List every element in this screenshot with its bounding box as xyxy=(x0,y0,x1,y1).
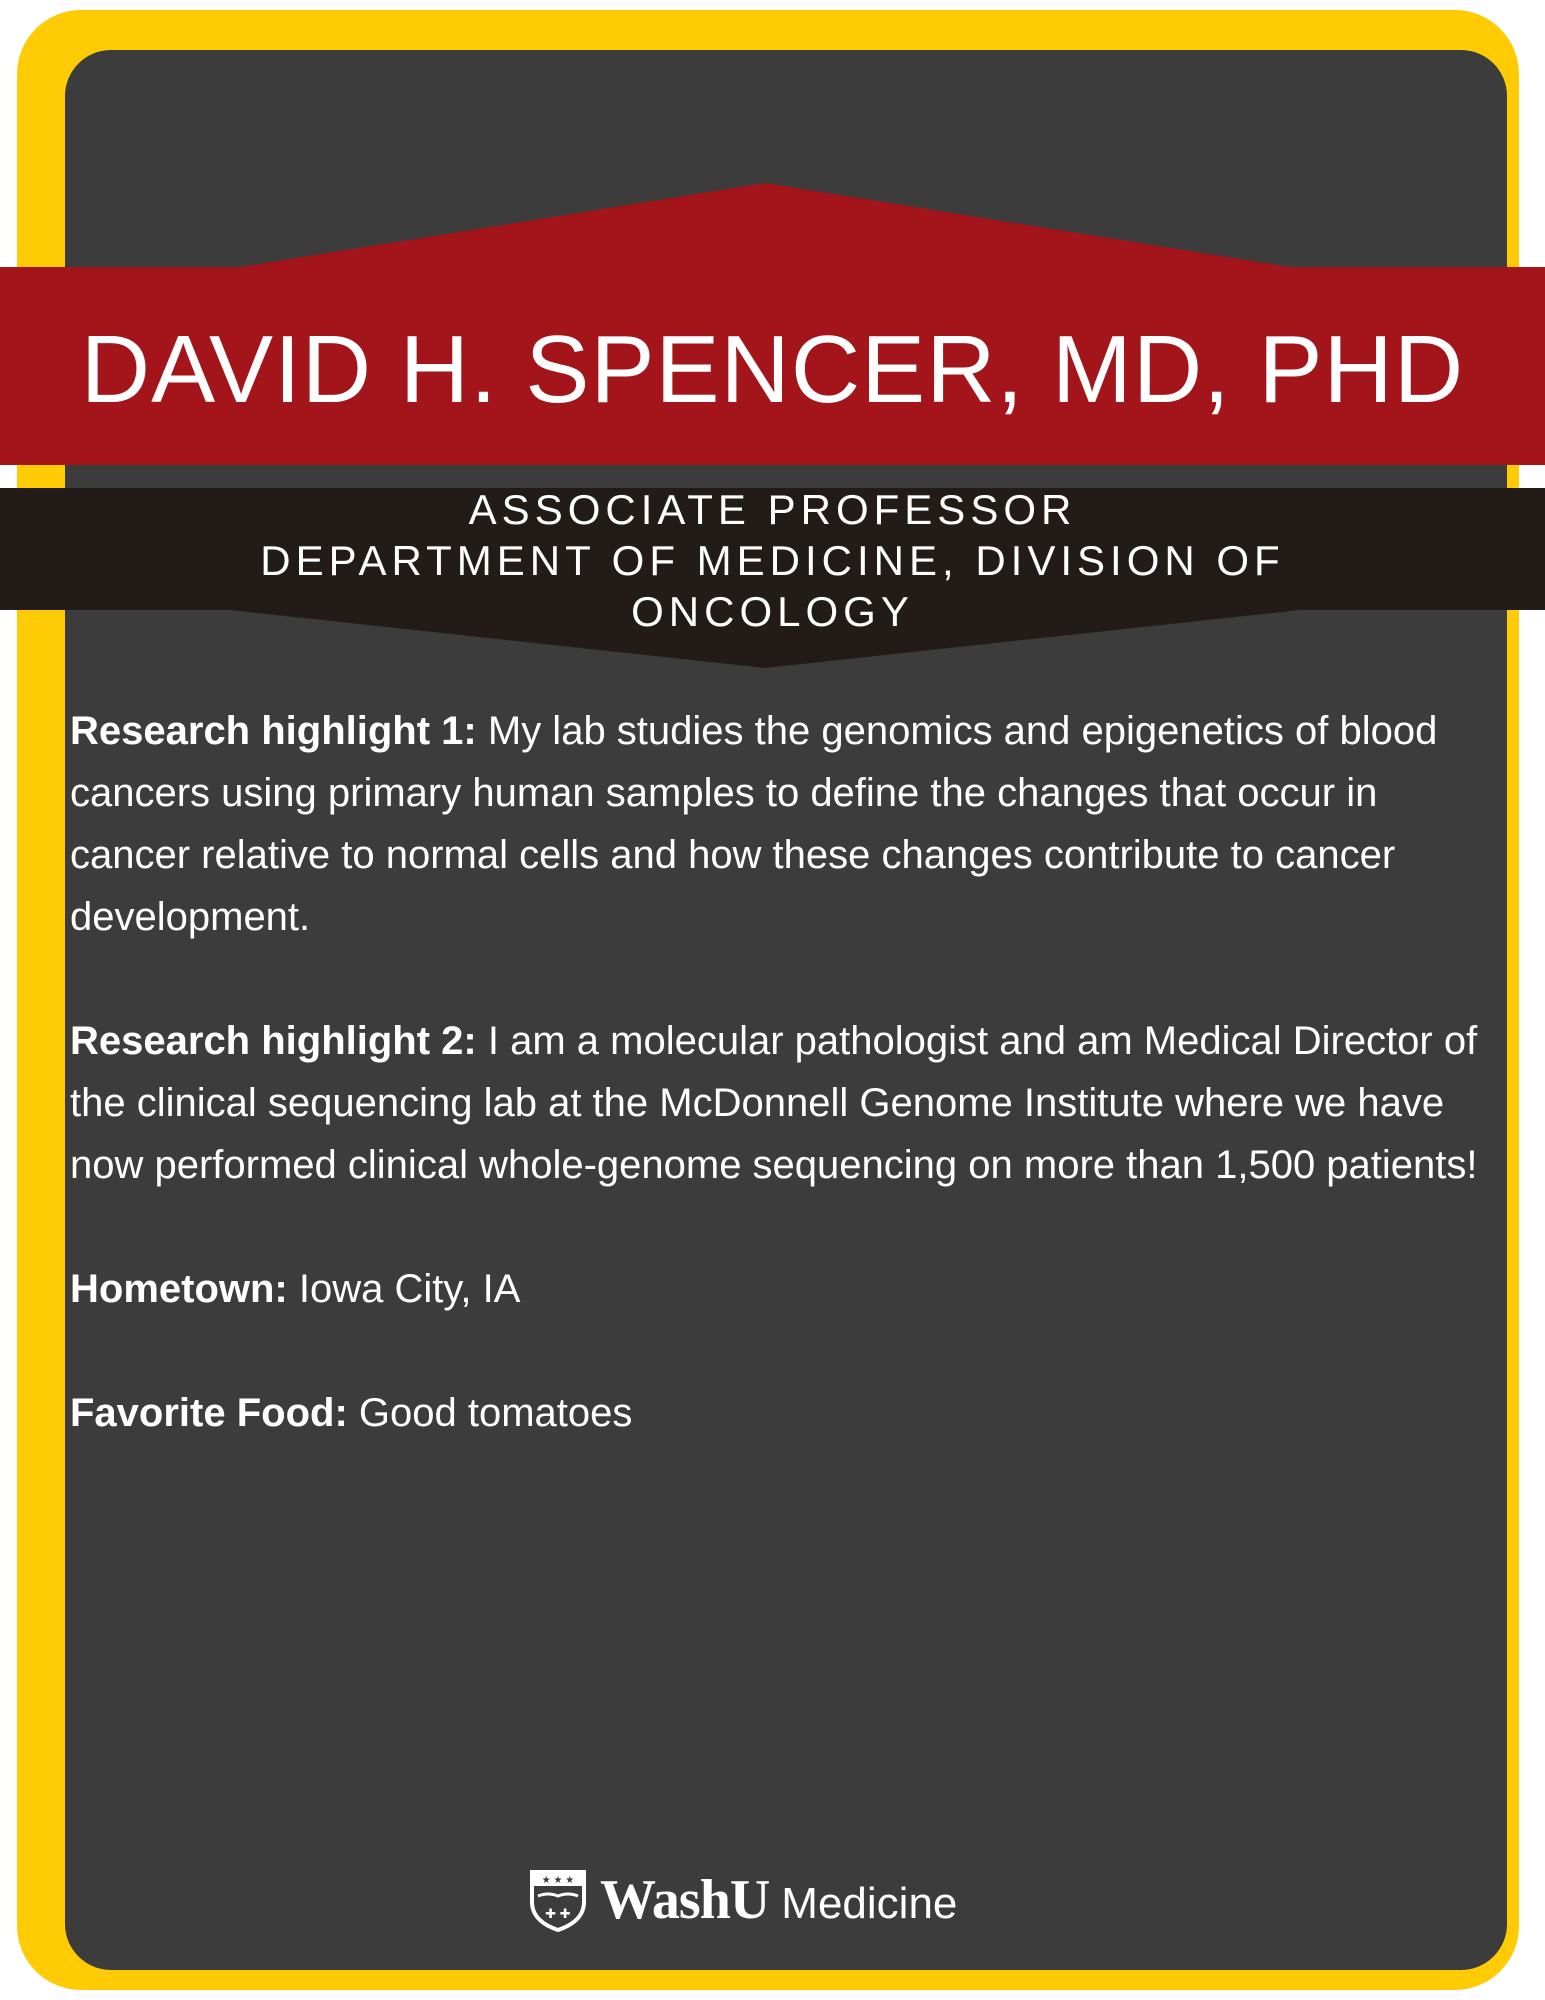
title-line: DEPARTMENT OF MEDICINE, DIVISION OF xyxy=(260,537,1285,584)
svg-text:✚ ✚: ✚ ✚ xyxy=(545,1906,571,1921)
section-label: Research highlight 1: xyxy=(70,709,477,753)
research-highlight-2 xyxy=(70,1010,1480,1196)
title-line: ASSOCIATE PROFESSOR xyxy=(468,486,1077,533)
section-label: Favorite Food: xyxy=(70,1391,348,1435)
person-name: DAVID H. SPENCER, MD, PHD xyxy=(80,316,1465,423)
title-block xyxy=(0,484,1545,637)
section-label: Hometown: xyxy=(70,1267,288,1311)
section-text: I am a molecular pathologist and am Medical Director of the clinical sequencing lab at the McDonnell Genome Institute where we have now performed clinical whole-genome sequencing on more than 1,500 patients! xyxy=(70,1019,1478,1187)
section-text: Iowa City, IA xyxy=(298,1267,521,1311)
title-line: ONCOLOGY xyxy=(631,588,914,635)
logo-suffix: Medicine xyxy=(781,1879,958,1928)
washu-medicine-logo xyxy=(528,1865,957,1935)
section-text: My lab studies the genomics and epigenetics of blood cancers using primary human samples to define the changes that occur in cancer relative to normal cells and how these changes contribute to cancer development. xyxy=(70,709,1438,939)
section-text: Good tomatoes xyxy=(358,1391,633,1435)
svg-text:★ ★ ★: ★ ★ ★ xyxy=(541,1875,575,1886)
hometown xyxy=(70,1258,1480,1320)
research-highlight-1 xyxy=(70,700,1480,948)
favorite-food xyxy=(70,1382,1480,1444)
washu-shield-icon xyxy=(528,1868,588,1932)
profile-content xyxy=(70,700,1480,1506)
section-label: Research highlight 2: xyxy=(70,1019,477,1063)
logo-wordmark: WashU xyxy=(600,1869,770,1931)
